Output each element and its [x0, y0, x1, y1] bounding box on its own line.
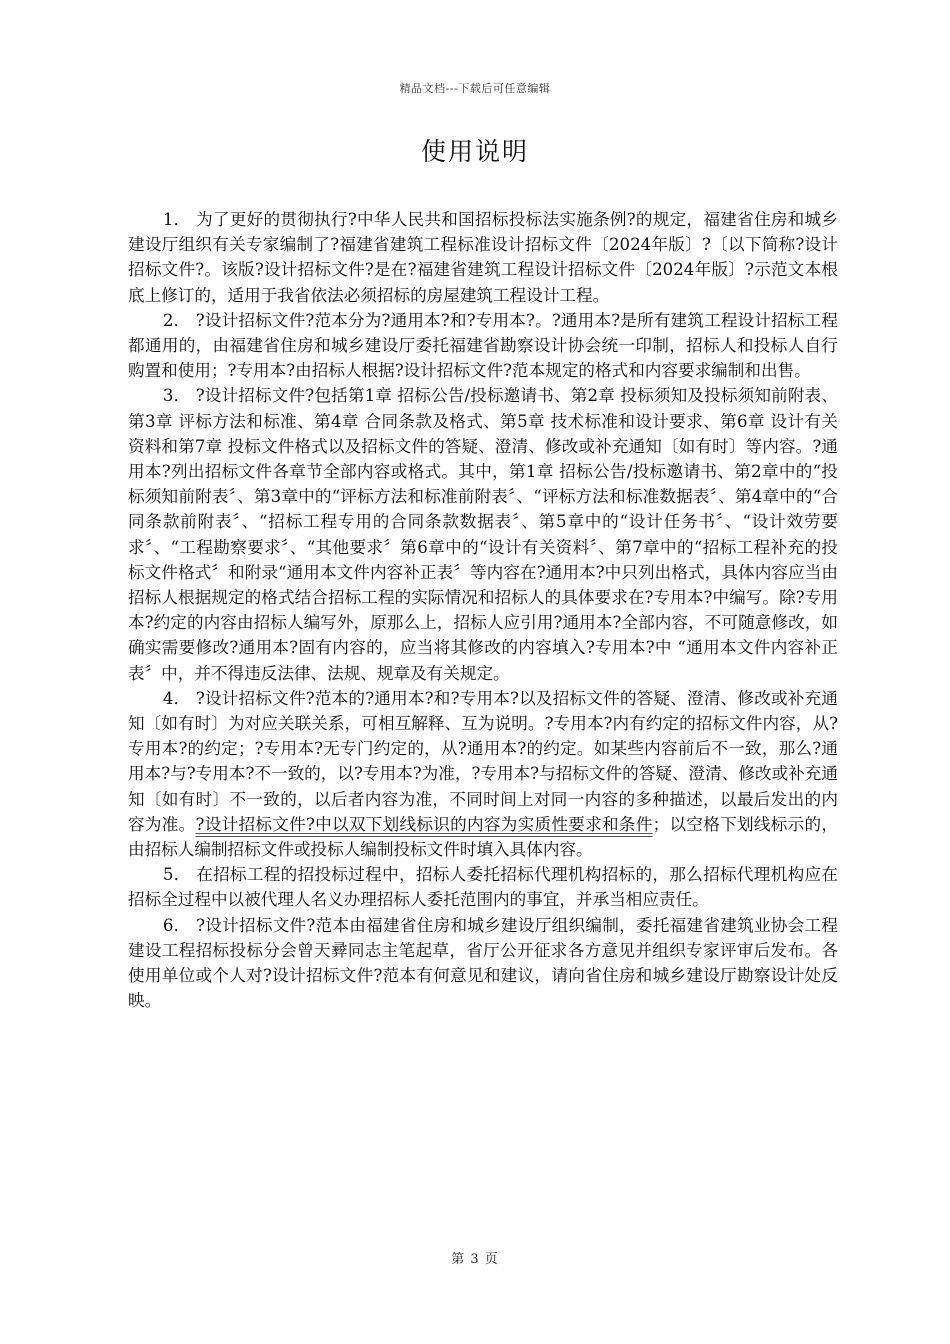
header-note: 精品文档---下载后可任意编辑 — [399, 82, 551, 95]
page-title: 使用说明 — [420, 137, 529, 166]
document-body — [128, 207, 838, 1014]
paragraph-4-start: 4． ?设计招标文件?范本的?通用本?和?专用本?以及招标文件的答疑、澄清、修改或补充通知〔如有时〕为对应关联关系，可相互解释、互为说明。?专用本?内有约定的招标文件内容，从?专用本?的约定；?专用本?无专门约定的，从?通用本?的约定。如某些内容前后不一致，那么?通用本?与?专用本?不一致的，以?专用本?为准，?专用本?与招标文件的答疑、澄清、修改或补充通知〔如有时〕不一致的，以后者内容为准，不同时间上对同一内容的多种描述，以最后发出的内容为准。 — [128, 688, 838, 834]
paragraph-1: 1． 为了更好的贯彻执行?中华人民共和国招标投标法实施条例?的规定，福建省住房和城乡建设厅组织有关专家编制了?福建省建筑工程标准设计招标文件〔2024年版〕?〔以下简称?设计招标文件?。该版?设计招标文件?是在?福建省建筑工程设计招标文件〔2024年版〕?示范文本根底上修订的，适用于我省依法必须招标的房屋建筑工程设计工程。 — [128, 210, 838, 305]
double-underlined-requirement: ?设计招标文件?中以双下划线标识的内容为实质性要求和条件 — [195, 814, 653, 834]
paragraph-4-end: ；以空格下划线标示的，由招标人编制招标文件或投标人编制投标文件时填入具体内容。 — [128, 814, 839, 860]
paragraph-3: 3． ?设计招标文件?包括第1章 招标公告/投标邀请书、第2章 投标须知及投标须知前附表、第3章 评标方法和标准、第4章 合同条款及格式、第5章 技术标准和设计要求、第6章 设计有关资料和第7章 投标文件格式以及招标文件的答疑、澄清、修改或补充通知〔如有时〕等内容。?通用本?列出招标文件各章节全部内容或格式。其中，第1章 招标公告/投标邀请书、第2章中的“投标须知前附表〞、第3章中的“评标方法和标准前附表〞、“评标方法和标准数据表〞、第4章中的“合同条款前附表〞、“招标工程专用的合同条款数据表〞、第5章中的“设计任务书〞、“设计效劳要求〞、“工程勘察要求〞、“其他要求〞第6章中的“设计有关资料〞、第7章中的“招标工程补充的投标文件格式〞和附录“通用本文件内容补正表〞等内容在?通用本?中只列出格式，具体内容应当由招标人根据规定的格式结合招标工程的实际情况和招标人的具体要求在?专用本?中编写。除?专用本?约定的内容由招标人编写外，原那么上，招标人应引用?通用本?全部内容，不可随意修改，如确实需要修改?通用本?固有内容的，应当将其修改的内容填入?专用本?中 “通用本文件内容补正表〞中，并不得违反法律、法规、规章及有关规定。 — [128, 386, 838, 683]
page-number: 第 3 页 — [451, 1252, 499, 1267]
paragraph-2: 2． ?设计招标文件?范本分为?通用本?和?专用本?。?通用本?是所有建筑工程设计招标工程都通用的，由福建省住房和城乡建设厅委托福建省勘察设计协会统一印制，招标人和投标人自行购置和使用；?专用本?由招标人根据?设计招标文件?范本规定的格式和内容要求编制和出售。 — [128, 310, 838, 381]
paragraph-6: 6． ?设计招标文件?范本由福建省住房和城乡建设厅组织编制，委托福建省建筑业协会工程建设工程招标投标分会曾天彛同志主笔起草，省厅公开征求各方意见并组织专家评审后发布。各使用单位或个人对?设计招标文件?范本有何意见和建议，请向省住房和城乡建设厅勘察设计处反映。 — [128, 915, 838, 1011]
paragraph-4 — [128, 686, 838, 862]
paragraph-5: 5． 在招标工程的招投标过程中，招标人委托招标代理机构招标的，那么招标代理机构应在招标全过程中以被代理人名义办理招标人委托范围内的事宜，并承当相应责任。 — [128, 865, 838, 910]
